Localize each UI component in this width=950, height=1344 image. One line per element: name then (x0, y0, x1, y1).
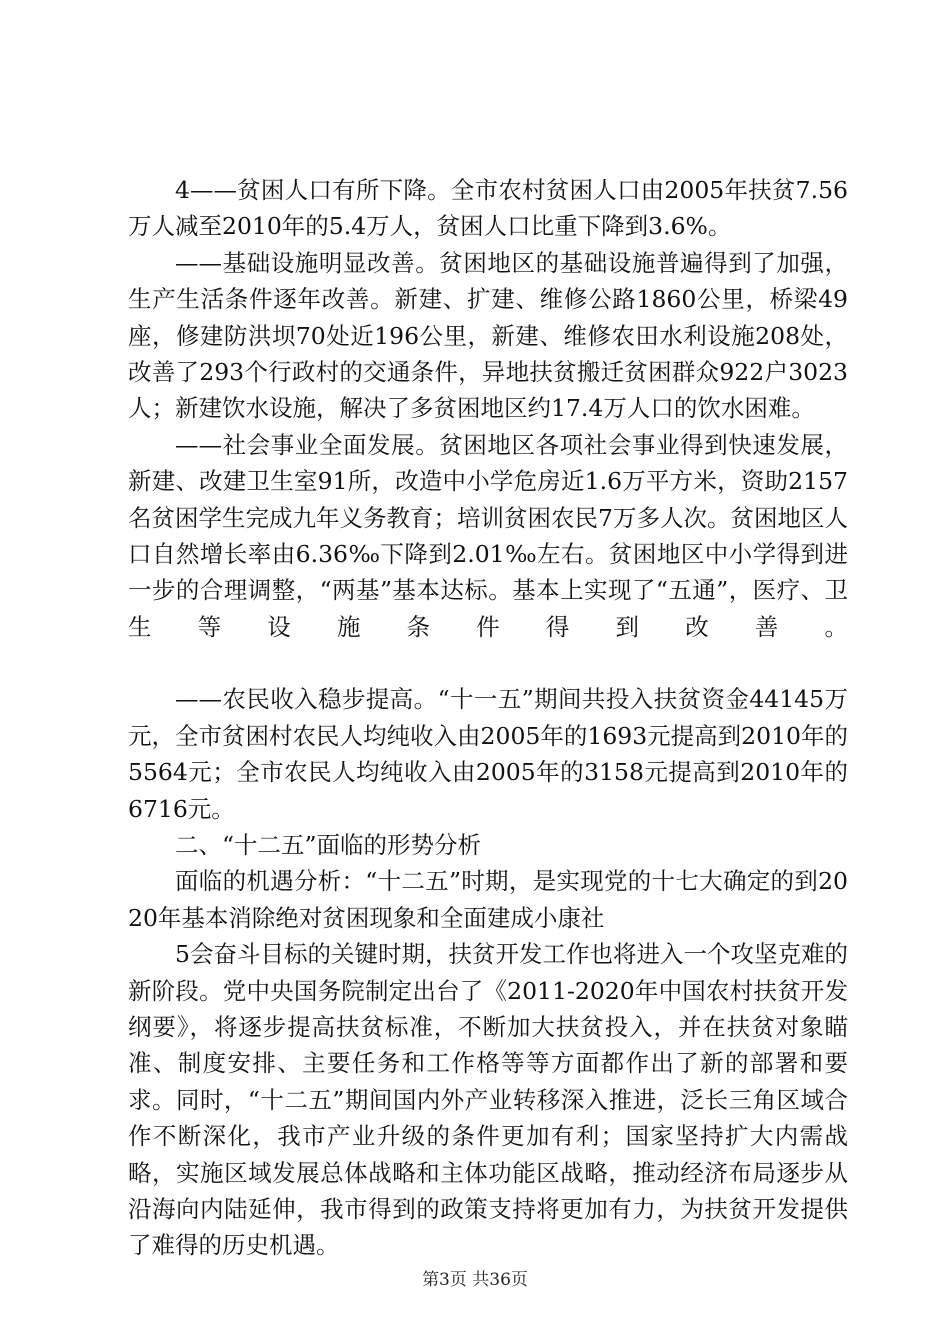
paragraph-opportunity-analysis: 面临的机遇分析：“十二五”时期，是实现党的十七大确定的到2020年基本消除绝对贫困现象和全面建成小康社 (128, 867, 848, 932)
paragraph-infrastructure: ——基础设施明显改善。贫困地区的基础设施普遍得到了加强，生产生活条件逐年改善。新建、扩建、维修公路1860公里，桥梁49座，修建防洪坝70处近196公里，新建、维修农田水利设施208处，改善了293个行政村的交通条件，异地扶贫搬迁贫困群众922户3023人；新建饮水设施，解决了多贫困地区约17.4万人口的饮水困难。 (128, 248, 848, 423)
paragraph-opportunity-continued: 5会奋斗目标的关键时期，扶贫开发工作也将进入一个攻坚克难的新阶段。党中央国务院制定出台了《2011-2020年中国农村扶贫开发纲要》，将逐步提高扶贫标准，不断加大扶贫投入，并在扶贫对象瞄准、制度安排、主要任务和工作格等等方面都作出了新的部署和要求。同时，“十二五”期间国内外产业转移深入推进，泛长三角区域合作不断深化，我市产业升级的条件更加有利；国家坚持扩大内需战略，实施区域发展总体战略和主体功能区战略，推动经济布局逐步从沿海向内陆延伸，我市得到的政策支持将更加有力，为扶贫开发提供了难得的历史机遇。 (128, 940, 848, 1260)
paragraph-poverty-population: 4——贫困人口有所下降。全市农村贫困人口由2005年扶贫7.56万人减至2010年的5.4万人，贫困人口比重下降到3.6%。 (128, 176, 848, 241)
page-footer: 第3页 共36页 (422, 1270, 528, 1290)
document-body (128, 172, 848, 1264)
paragraph-gap (128, 645, 848, 681)
paragraph-social-undertakings: ——社会事业全面发展。贫困地区各项社会事业得到快速发展，新建、改建卫生室91所，改造中小学危房近1.6万平方米，资助2157名贫困学生完成九年义务教育；培训贫困农民7万多人次。贫困地区人口自然增长率由6.36‰下降到2.01‰左右。贫困地区中小学得到进一步的合理调整，“两基”基本达标。基本上实现了“五通”，医疗、卫生等设施条件得到改善。 (128, 430, 848, 641)
section-heading: 二、“十二五”面临的形势分析 (175, 830, 482, 859)
paragraph-farmer-income: ——农民收入稳步提高。“十一五”期间共投入扶贫资金44145万元，全市贫困村农民人均纯收入由2005年的1693元提高到2010年的5564元；全市农民人均纯收入由2005年的3158元提高到2010年的6716元。 (128, 685, 848, 823)
